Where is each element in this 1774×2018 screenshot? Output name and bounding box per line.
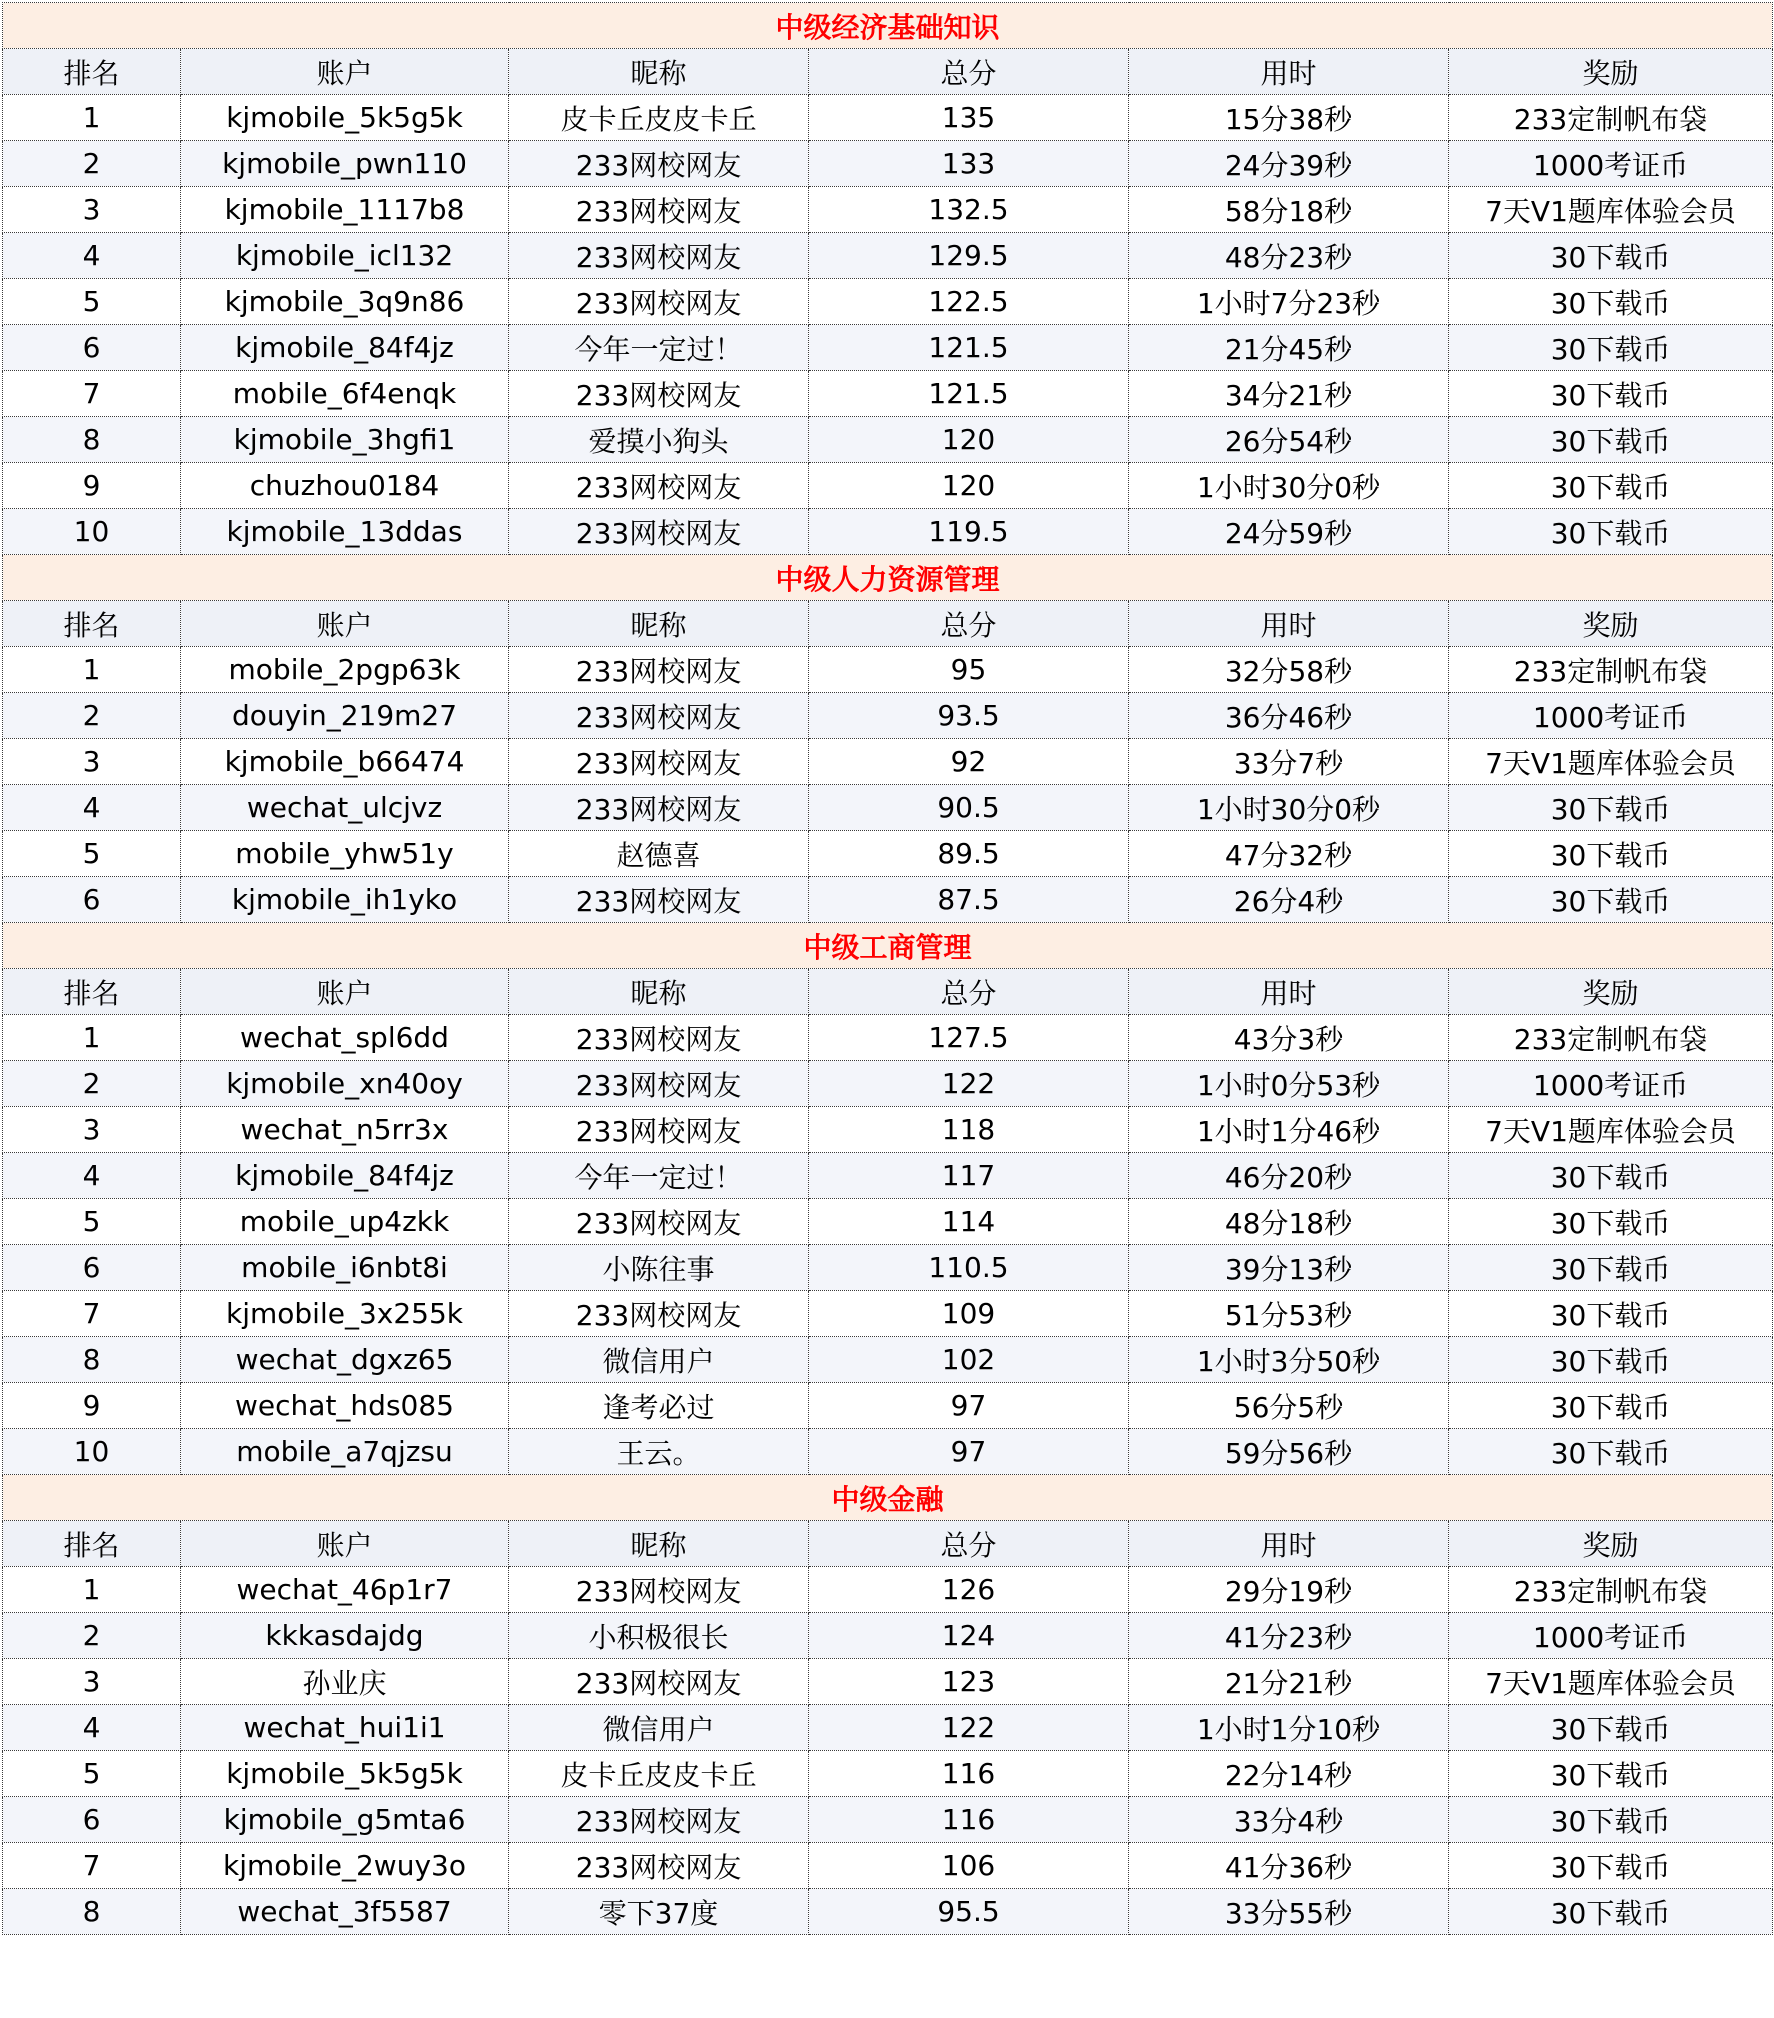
cell-score: 127.5	[809, 1015, 1129, 1061]
cell-reward: 233定制帆布袋	[1449, 647, 1773, 693]
cell-nickname: 王云。	[509, 1429, 809, 1475]
cell-rank: 3	[3, 739, 181, 785]
cell-rank: 7	[3, 1291, 181, 1337]
cell-score: 87.5	[809, 877, 1129, 923]
cell-reward: 30下载币	[1449, 831, 1773, 877]
cell-reward: 30下载币	[1449, 1199, 1773, 1245]
ranking-table	[2, 2, 1773, 1935]
cell-reward: 30下载币	[1449, 463, 1773, 509]
column-header-rank: 排名	[3, 601, 181, 647]
table-row	[3, 509, 1773, 555]
cell-account: kjmobile_1117b8	[181, 187, 509, 233]
cell-nickname: 233网校网友	[509, 1659, 809, 1705]
cell-account: chuzhou0184	[181, 463, 509, 509]
cell-account: mobile_i6nbt8i	[181, 1245, 509, 1291]
cell-nickname: 233网校网友	[509, 233, 809, 279]
cell-reward: 30下载币	[1449, 1797, 1773, 1843]
cell-account: wechat_3f5587	[181, 1889, 509, 1935]
cell-reward: 233定制帆布袋	[1449, 1567, 1773, 1613]
cell-nickname: 233网校网友	[509, 1107, 809, 1153]
cell-account: mobile_6f4enqk	[181, 371, 509, 417]
cell-nickname: 小积极很长	[509, 1613, 809, 1659]
cell-time: 29分19秒	[1129, 1567, 1449, 1613]
cell-account: kjmobile_3x255k	[181, 1291, 509, 1337]
cell-account: kjmobile_84f4jz	[181, 325, 509, 371]
table-row	[3, 831, 1773, 877]
cell-nickname: 微信用户	[509, 1705, 809, 1751]
cell-nickname: 233网校网友	[509, 1061, 809, 1107]
cell-account: douyin_219m27	[181, 693, 509, 739]
cell-nickname: 233网校网友	[509, 693, 809, 739]
cell-reward: 1000考证币	[1449, 141, 1773, 187]
cell-reward: 30下载币	[1449, 1843, 1773, 1889]
cell-account: kjmobile_ih1yko	[181, 877, 509, 923]
cell-time: 41分23秒	[1129, 1613, 1449, 1659]
column-header-reward: 奖励	[1449, 1521, 1773, 1567]
cell-account: kjmobile_pwn110	[181, 141, 509, 187]
cell-reward: 1000考证币	[1449, 693, 1773, 739]
cell-account: kjmobile_84f4jz	[181, 1153, 509, 1199]
cell-reward: 30下载币	[1449, 509, 1773, 555]
cell-nickname: 233网校网友	[509, 785, 809, 831]
cell-time: 56分5秒	[1129, 1383, 1449, 1429]
cell-reward: 1000考证币	[1449, 1061, 1773, 1107]
cell-time: 1小时3分50秒	[1129, 1337, 1449, 1383]
cell-score: 89.5	[809, 831, 1129, 877]
cell-rank: 2	[3, 1613, 181, 1659]
cell-time: 39分13秒	[1129, 1245, 1449, 1291]
table-row	[3, 1199, 1773, 1245]
cell-time: 41分36秒	[1129, 1843, 1449, 1889]
cell-rank: 2	[3, 693, 181, 739]
cell-rank: 10	[3, 1429, 181, 1475]
cell-account: mobile_2pgp63k	[181, 647, 509, 693]
cell-nickname: 233网校网友	[509, 739, 809, 785]
cell-time: 51分53秒	[1129, 1291, 1449, 1337]
cell-account: wechat_46p1r7	[181, 1567, 509, 1613]
cell-account: wechat_n5rr3x	[181, 1107, 509, 1153]
column-header-rank: 排名	[3, 1521, 181, 1567]
cell-nickname: 逢考必过	[509, 1383, 809, 1429]
cell-reward: 7天V1题库体验会员	[1449, 1107, 1773, 1153]
table-row	[3, 1383, 1773, 1429]
column-header-account: 账户	[181, 601, 509, 647]
cell-rank: 9	[3, 463, 181, 509]
cell-score: 129.5	[809, 233, 1129, 279]
cell-score: 122	[809, 1705, 1129, 1751]
cell-score: 122.5	[809, 279, 1129, 325]
column-header-score: 总分	[809, 1521, 1129, 1567]
cell-score: 121.5	[809, 371, 1129, 417]
cell-nickname: 233网校网友	[509, 1199, 809, 1245]
cell-nickname: 233网校网友	[509, 371, 809, 417]
column-header-account: 账户	[181, 969, 509, 1015]
cell-rank: 10	[3, 509, 181, 555]
ranking-sheet	[2, 2, 1772, 1935]
cell-time: 24分59秒	[1129, 509, 1449, 555]
table-row	[3, 325, 1773, 371]
cell-time: 26分4秒	[1129, 877, 1449, 923]
cell-reward: 30下载币	[1449, 785, 1773, 831]
cell-nickname: 233网校网友	[509, 509, 809, 555]
cell-time: 1小时7分23秒	[1129, 279, 1449, 325]
column-header-time: 用时	[1129, 969, 1449, 1015]
cell-score: 97	[809, 1429, 1129, 1475]
section-title: 中级工商管理	[3, 923, 1773, 969]
section-title: 中级经济基础知识	[3, 3, 1773, 49]
cell-reward: 30下载币	[1449, 1337, 1773, 1383]
cell-nickname: 今年一定过！	[509, 325, 809, 371]
cell-time: 46分20秒	[1129, 1153, 1449, 1199]
column-header-time: 用时	[1129, 49, 1449, 95]
table-row	[3, 141, 1773, 187]
cell-score: 120	[809, 463, 1129, 509]
cell-time: 47分32秒	[1129, 831, 1449, 877]
cell-reward: 30下载币	[1449, 417, 1773, 463]
cell-account: wechat_spl6dd	[181, 1015, 509, 1061]
cell-score: 116	[809, 1751, 1129, 1797]
cell-rank: 5	[3, 1751, 181, 1797]
cell-account: kjmobile_3q9n86	[181, 279, 509, 325]
cell-reward: 30下载币	[1449, 1889, 1773, 1935]
table-row	[3, 1843, 1773, 1889]
column-header-row	[3, 1521, 1773, 1567]
cell-reward: 30下载币	[1449, 233, 1773, 279]
cell-nickname: 爱摸小狗头	[509, 417, 809, 463]
table-row	[3, 1429, 1773, 1475]
cell-account: kjmobile_b66474	[181, 739, 509, 785]
table-row	[3, 1659, 1773, 1705]
table-row	[3, 1153, 1773, 1199]
cell-reward: 30下载币	[1449, 279, 1773, 325]
cell-score: 116	[809, 1797, 1129, 1843]
cell-score: 135	[809, 95, 1129, 141]
cell-score: 95	[809, 647, 1129, 693]
cell-nickname: 皮卡丘皮皮卡丘	[509, 95, 809, 141]
cell-rank: 8	[3, 1889, 181, 1935]
cell-account: mobile_yhw51y	[181, 831, 509, 877]
cell-reward: 30下载币	[1449, 1245, 1773, 1291]
cell-score: 119.5	[809, 509, 1129, 555]
cell-reward: 30下载币	[1449, 1429, 1773, 1475]
cell-nickname: 233网校网友	[509, 647, 809, 693]
cell-time: 33分55秒	[1129, 1889, 1449, 1935]
cell-account: wechat_hds085	[181, 1383, 509, 1429]
cell-rank: 2	[3, 1061, 181, 1107]
cell-score: 132.5	[809, 187, 1129, 233]
cell-rank: 7	[3, 371, 181, 417]
table-row	[3, 1291, 1773, 1337]
cell-time: 1小时1分46秒	[1129, 1107, 1449, 1153]
column-header-score: 总分	[809, 601, 1129, 647]
column-header-rank: 排名	[3, 969, 181, 1015]
cell-rank: 4	[3, 1705, 181, 1751]
cell-score: 123	[809, 1659, 1129, 1705]
cell-nickname: 微信用户	[509, 1337, 809, 1383]
table-row	[3, 279, 1773, 325]
cell-score: 124	[809, 1613, 1129, 1659]
cell-rank: 4	[3, 785, 181, 831]
cell-rank: 4	[3, 1153, 181, 1199]
cell-time: 1小时30分0秒	[1129, 463, 1449, 509]
cell-score: 95.5	[809, 1889, 1129, 1935]
column-header-time: 用时	[1129, 1521, 1449, 1567]
cell-rank: 4	[3, 233, 181, 279]
cell-time: 22分14秒	[1129, 1751, 1449, 1797]
cell-reward: 233定制帆布袋	[1449, 1015, 1773, 1061]
column-header-rank: 排名	[3, 49, 181, 95]
cell-score: 122	[809, 1061, 1129, 1107]
cell-time: 59分56秒	[1129, 1429, 1449, 1475]
cell-account: kjmobile_13ddas	[181, 509, 509, 555]
cell-score: 117	[809, 1153, 1129, 1199]
cell-score: 118	[809, 1107, 1129, 1153]
column-header-time: 用时	[1129, 601, 1449, 647]
cell-rank: 7	[3, 1843, 181, 1889]
cell-reward: 233定制帆布袋	[1449, 95, 1773, 141]
cell-rank: 8	[3, 417, 181, 463]
cell-score: 93.5	[809, 693, 1129, 739]
column-header-reward: 奖励	[1449, 49, 1773, 95]
cell-rank: 1	[3, 95, 181, 141]
column-header-score: 总分	[809, 49, 1129, 95]
table-row	[3, 1797, 1773, 1843]
cell-rank: 3	[3, 1659, 181, 1705]
cell-account: mobile_up4zkk	[181, 1199, 509, 1245]
cell-account: kjmobile_5k5g5k	[181, 95, 509, 141]
section-title: 中级金融	[3, 1475, 1773, 1521]
cell-rank: 5	[3, 279, 181, 325]
cell-score: 102	[809, 1337, 1129, 1383]
cell-account: kjmobile_3hgfi1	[181, 417, 509, 463]
column-header-nickname: 昵称	[509, 969, 809, 1015]
table-row	[3, 1337, 1773, 1383]
table-row	[3, 1613, 1773, 1659]
cell-time: 21分21秒	[1129, 1659, 1449, 1705]
cell-score: 90.5	[809, 785, 1129, 831]
table-row	[3, 647, 1773, 693]
section-title-row	[3, 923, 1773, 969]
table-row	[3, 1705, 1773, 1751]
cell-reward: 30下载币	[1449, 371, 1773, 417]
table-row	[3, 693, 1773, 739]
cell-time: 15分38秒	[1129, 95, 1449, 141]
cell-nickname: 233网校网友	[509, 187, 809, 233]
cell-rank: 6	[3, 325, 181, 371]
table-row	[3, 95, 1773, 141]
cell-rank: 2	[3, 141, 181, 187]
cell-rank: 3	[3, 1107, 181, 1153]
table-row	[3, 371, 1773, 417]
column-header-nickname: 昵称	[509, 49, 809, 95]
cell-rank: 3	[3, 187, 181, 233]
column-header-reward: 奖励	[1449, 969, 1773, 1015]
table-row	[3, 1751, 1773, 1797]
table-row	[3, 1015, 1773, 1061]
cell-account: kjmobile_g5mta6	[181, 1797, 509, 1843]
cell-account: wechat_ulcjvz	[181, 785, 509, 831]
cell-time: 32分58秒	[1129, 647, 1449, 693]
cell-time: 33分4秒	[1129, 1797, 1449, 1843]
cell-account: kjmobile_icl132	[181, 233, 509, 279]
table-row	[3, 1107, 1773, 1153]
cell-nickname: 233网校网友	[509, 463, 809, 509]
cell-time: 26分54秒	[1129, 417, 1449, 463]
section-title-row	[3, 3, 1773, 49]
column-header-row	[3, 601, 1773, 647]
column-header-nickname: 昵称	[509, 601, 809, 647]
cell-reward: 30下载币	[1449, 325, 1773, 371]
table-row	[3, 877, 1773, 923]
cell-rank: 1	[3, 647, 181, 693]
cell-account: 孙业庆	[181, 1659, 509, 1705]
cell-rank: 1	[3, 1015, 181, 1061]
column-header-account: 账户	[181, 49, 509, 95]
cell-score: 133	[809, 141, 1129, 187]
column-header-nickname: 昵称	[509, 1521, 809, 1567]
table-row	[3, 233, 1773, 279]
cell-nickname: 233网校网友	[509, 141, 809, 187]
cell-score: 121.5	[809, 325, 1129, 371]
cell-reward: 30下载币	[1449, 1751, 1773, 1797]
cell-account: kkkasdajdg	[181, 1613, 509, 1659]
cell-time: 1小时1分10秒	[1129, 1705, 1449, 1751]
cell-rank: 6	[3, 1797, 181, 1843]
cell-time: 33分7秒	[1129, 739, 1449, 785]
cell-reward: 30下载币	[1449, 1705, 1773, 1751]
cell-score: 97	[809, 1383, 1129, 1429]
section-title: 中级人力资源管理	[3, 555, 1773, 601]
cell-rank: 5	[3, 831, 181, 877]
table-row	[3, 417, 1773, 463]
cell-nickname: 233网校网友	[509, 1843, 809, 1889]
cell-account: wechat_dgxz65	[181, 1337, 509, 1383]
cell-rank: 8	[3, 1337, 181, 1383]
cell-reward: 7天V1题库体验会员	[1449, 1659, 1773, 1705]
table-row	[3, 1567, 1773, 1613]
cell-nickname: 233网校网友	[509, 1291, 809, 1337]
section-title-row	[3, 1475, 1773, 1521]
cell-score: 109	[809, 1291, 1129, 1337]
cell-score: 110.5	[809, 1245, 1129, 1291]
cell-nickname: 皮卡丘皮皮卡丘	[509, 1751, 809, 1797]
table-row	[3, 1889, 1773, 1935]
cell-time: 24分39秒	[1129, 141, 1449, 187]
cell-account: wechat_hui1i1	[181, 1705, 509, 1751]
cell-time: 1小时0分53秒	[1129, 1061, 1449, 1107]
cell-nickname: 零下37度	[509, 1889, 809, 1935]
cell-reward: 30下载币	[1449, 1383, 1773, 1429]
cell-account: kjmobile_5k5g5k	[181, 1751, 509, 1797]
cell-nickname: 233网校网友	[509, 1567, 809, 1613]
cell-time: 58分18秒	[1129, 187, 1449, 233]
cell-score: 120	[809, 417, 1129, 463]
cell-rank: 6	[3, 1245, 181, 1291]
cell-nickname: 小陈往事	[509, 1245, 809, 1291]
cell-rank: 5	[3, 1199, 181, 1245]
cell-score: 92	[809, 739, 1129, 785]
table-row	[3, 1245, 1773, 1291]
cell-reward: 7天V1题库体验会员	[1449, 739, 1773, 785]
cell-score: 106	[809, 1843, 1129, 1889]
cell-account: mobile_a7qjzsu	[181, 1429, 509, 1475]
cell-score: 114	[809, 1199, 1129, 1245]
cell-score: 126	[809, 1567, 1129, 1613]
cell-reward: 7天V1题库体验会员	[1449, 187, 1773, 233]
cell-reward: 30下载币	[1449, 877, 1773, 923]
cell-account: kjmobile_xn40oy	[181, 1061, 509, 1107]
column-header-reward: 奖励	[1449, 601, 1773, 647]
cell-nickname: 233网校网友	[509, 1015, 809, 1061]
cell-account: kjmobile_2wuy3o	[181, 1843, 509, 1889]
cell-time: 43分3秒	[1129, 1015, 1449, 1061]
column-header-score: 总分	[809, 969, 1129, 1015]
cell-nickname: 233网校网友	[509, 1797, 809, 1843]
cell-reward: 30下载币	[1449, 1291, 1773, 1337]
cell-nickname: 233网校网友	[509, 279, 809, 325]
cell-nickname: 今年一定过！	[509, 1153, 809, 1199]
cell-rank: 6	[3, 877, 181, 923]
column-header-row	[3, 49, 1773, 95]
cell-time: 21分45秒	[1129, 325, 1449, 371]
cell-time: 34分21秒	[1129, 371, 1449, 417]
cell-nickname: 赵德喜	[509, 831, 809, 877]
cell-time: 1小时30分0秒	[1129, 785, 1449, 831]
table-row	[3, 187, 1773, 233]
table-row	[3, 463, 1773, 509]
column-header-account: 账户	[181, 1521, 509, 1567]
cell-rank: 9	[3, 1383, 181, 1429]
cell-time: 48分23秒	[1129, 233, 1449, 279]
cell-nickname: 233网校网友	[509, 877, 809, 923]
table-row	[3, 739, 1773, 785]
table-row	[3, 785, 1773, 831]
column-header-row	[3, 969, 1773, 1015]
section-title-row	[3, 555, 1773, 601]
cell-time: 36分46秒	[1129, 693, 1449, 739]
cell-time: 48分18秒	[1129, 1199, 1449, 1245]
cell-reward: 30下载币	[1449, 1153, 1773, 1199]
table-row	[3, 1061, 1773, 1107]
cell-reward: 1000考证币	[1449, 1613, 1773, 1659]
cell-rank: 1	[3, 1567, 181, 1613]
